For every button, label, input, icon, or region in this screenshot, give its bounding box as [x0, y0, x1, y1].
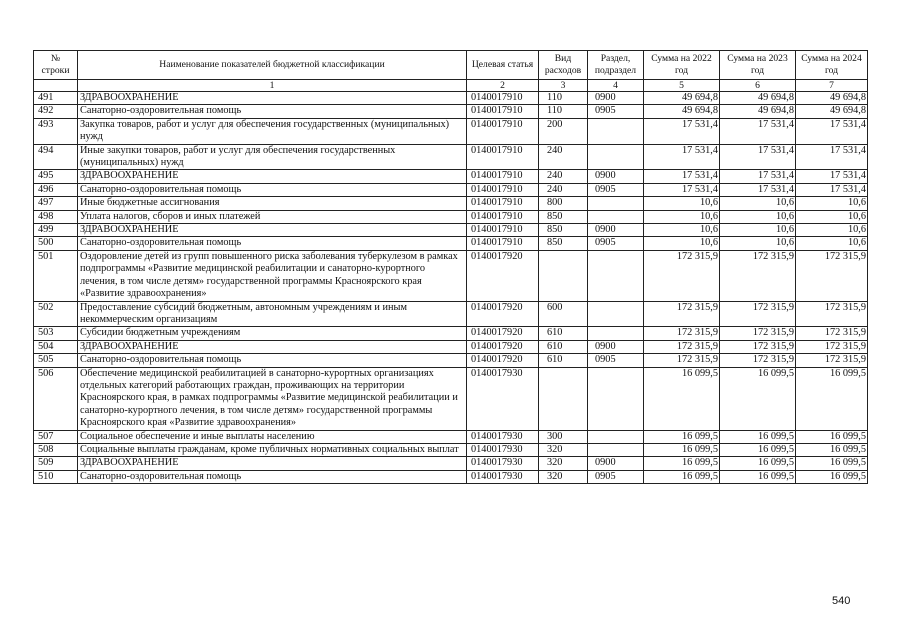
- sum-2024-cell: 16 099,5: [796, 367, 868, 430]
- table-row: [34, 443, 868, 456]
- indicator-name-cell: ЗДРАВООХРАНЕНИЕ: [78, 92, 467, 105]
- row-number-cell: 500: [34, 237, 78, 250]
- table-row: [34, 457, 868, 470]
- indicator-name-cell: ЗДРАВООХРАНЕНИЕ: [78, 340, 467, 353]
- sum-2024-cell: 49 694,8: [796, 92, 868, 105]
- sum-2022-cell: 49 694,8: [644, 92, 720, 105]
- header-target-article: Целевая статья: [467, 51, 539, 80]
- row-number-cell: 505: [34, 354, 78, 367]
- section-cell: [588, 144, 644, 170]
- row-number-cell: 497: [34, 197, 78, 210]
- sum-2022-cell: 17 531,4: [644, 118, 720, 144]
- column-number-empty: [34, 80, 78, 92]
- target-article-cell: 0140017910: [467, 210, 539, 223]
- table-row: [34, 197, 868, 210]
- header-expense-type: Вид расходов: [539, 51, 588, 80]
- expense-type-cell: 110: [539, 92, 588, 105]
- sum-2023-cell: 172 315,9: [720, 301, 796, 327]
- sum-2023-cell: 16 099,5: [720, 443, 796, 456]
- header-sum-2022: Сумма на 2022 год: [644, 51, 720, 80]
- expense-type-cell: 610: [539, 327, 588, 340]
- table-row: [34, 183, 868, 196]
- header-section: Раздел, подраздел: [588, 51, 644, 80]
- table-row: [34, 340, 868, 353]
- target-article-cell: 0140017920: [467, 340, 539, 353]
- table-row: [34, 327, 868, 340]
- sum-2023-cell: 17 531,4: [720, 183, 796, 196]
- section-cell: [588, 118, 644, 144]
- indicator-name-cell: ЗДРАВООХРАНЕНИЕ: [78, 224, 467, 237]
- section-cell: 0900: [588, 92, 644, 105]
- target-article-cell: 0140017910: [467, 197, 539, 210]
- section-cell: 0905: [588, 354, 644, 367]
- row-number-cell: 501: [34, 250, 78, 301]
- section-cell: 0905: [588, 183, 644, 196]
- indicator-name-cell: Предоставление субсидий бюджетным, автономным учреждениям и иным некоммерческим организациям: [78, 301, 467, 327]
- sum-2022-cell: 10,6: [644, 197, 720, 210]
- table-row: [34, 210, 868, 223]
- indicator-name-cell: Санаторно-оздоровительная помощь: [78, 105, 467, 118]
- target-article-cell: 0140017910: [467, 118, 539, 144]
- expense-type-cell: 240: [539, 144, 588, 170]
- sum-2023-cell: 172 315,9: [720, 250, 796, 301]
- header-row-number: № строки: [34, 51, 78, 80]
- target-article-cell: 0140017920: [467, 250, 539, 301]
- sum-2023-cell: 16 099,5: [720, 430, 796, 443]
- sum-2024-cell: 10,6: [796, 197, 868, 210]
- sum-2024-cell: 17 531,4: [796, 170, 868, 183]
- sum-2022-cell: 10,6: [644, 210, 720, 223]
- table-row: [34, 118, 868, 144]
- sum-2024-cell: 172 315,9: [796, 354, 868, 367]
- table-row: [34, 301, 868, 327]
- table-body: [34, 92, 868, 484]
- column-number: 6: [720, 80, 796, 92]
- sum-2024-cell: 172 315,9: [796, 327, 868, 340]
- table-row: [34, 470, 868, 483]
- row-number-cell: 503: [34, 327, 78, 340]
- target-article-cell: 0140017920: [467, 301, 539, 327]
- table-row: [34, 354, 868, 367]
- table-row: [34, 224, 868, 237]
- section-cell: 0900: [588, 170, 644, 183]
- table-row: [34, 430, 868, 443]
- sum-2023-cell: 16 099,5: [720, 367, 796, 430]
- target-article-cell: 0140017910: [467, 144, 539, 170]
- expense-type-cell: 850: [539, 224, 588, 237]
- row-number-cell: 509: [34, 457, 78, 470]
- row-number-cell: 495: [34, 170, 78, 183]
- row-number-cell: 502: [34, 301, 78, 327]
- section-cell: 0900: [588, 340, 644, 353]
- header-sum-2024: Сумма на 2024 год: [796, 51, 868, 80]
- sum-2024-cell: 172 315,9: [796, 301, 868, 327]
- sum-2023-cell: 10,6: [720, 237, 796, 250]
- sum-2024-cell: 172 315,9: [796, 250, 868, 301]
- sum-2022-cell: 10,6: [644, 224, 720, 237]
- sum-2023-cell: 17 531,4: [720, 170, 796, 183]
- table-row: [34, 144, 868, 170]
- sum-2022-cell: 172 315,9: [644, 354, 720, 367]
- indicator-name-cell: Иные бюджетные ассигнования: [78, 197, 467, 210]
- row-number-cell: 496: [34, 183, 78, 196]
- sum-2022-cell: 17 531,4: [644, 144, 720, 170]
- column-number: 4: [588, 80, 644, 92]
- indicator-name-cell: ЗДРАВООХРАНЕНИЕ: [78, 170, 467, 183]
- expense-type-cell: 110: [539, 105, 588, 118]
- section-cell: [588, 250, 644, 301]
- budget-table-sheet: [33, 50, 867, 484]
- sum-2024-cell: 17 531,4: [796, 183, 868, 196]
- row-number-cell: 494: [34, 144, 78, 170]
- sum-2024-cell: 17 531,4: [796, 118, 868, 144]
- indicator-name-cell: Закупка товаров, работ и услуг для обеспечения государственных (муниципальных) нужд: [78, 118, 467, 144]
- sum-2022-cell: 16 099,5: [644, 443, 720, 456]
- budget-table: [33, 50, 868, 484]
- section-cell: [588, 327, 644, 340]
- column-number: 7: [796, 80, 868, 92]
- column-number: 3: [539, 80, 588, 92]
- column-numbers-row: [34, 80, 868, 92]
- target-article-cell: 0140017910: [467, 237, 539, 250]
- sum-2023-cell: 17 531,4: [720, 144, 796, 170]
- expense-type-cell: 850: [539, 237, 588, 250]
- indicator-name-cell: Оздоровление детей из групп повышенного риска заболевания туберкулезом в рамках подпрограммы «Развитие медицинской реабилитации и санаторно-курортного лечения, в том числе детям» государственной программы Красноярского края «Развитие здравоохранения»: [78, 250, 467, 301]
- sum-2023-cell: 16 099,5: [720, 457, 796, 470]
- indicator-name-cell: ЗДРАВООХРАНЕНИЕ: [78, 457, 467, 470]
- expense-type-cell: 800: [539, 197, 588, 210]
- section-cell: 0905: [588, 470, 644, 483]
- sum-2022-cell: 17 531,4: [644, 170, 720, 183]
- target-article-cell: 0140017930: [467, 470, 539, 483]
- expense-type-cell: 240: [539, 183, 588, 196]
- indicator-name-cell: Санаторно-оздоровительная помощь: [78, 237, 467, 250]
- table-row: [34, 170, 868, 183]
- sum-2024-cell: 172 315,9: [796, 340, 868, 353]
- sum-2023-cell: 172 315,9: [720, 327, 796, 340]
- section-cell: [588, 430, 644, 443]
- sum-2022-cell: 10,6: [644, 237, 720, 250]
- expense-type-cell: [539, 367, 588, 430]
- sum-2023-cell: 10,6: [720, 197, 796, 210]
- indicator-name-cell: Уплата налогов, сборов и иных платежей: [78, 210, 467, 223]
- expense-type-cell: 320: [539, 443, 588, 456]
- expense-type-cell: [539, 250, 588, 301]
- page-number: 540: [832, 595, 851, 607]
- section-cell: [588, 301, 644, 327]
- sum-2023-cell: 172 315,9: [720, 354, 796, 367]
- sum-2022-cell: 16 099,5: [644, 457, 720, 470]
- sum-2023-cell: 49 694,8: [720, 105, 796, 118]
- expense-type-cell: 610: [539, 354, 588, 367]
- column-number: 1: [78, 80, 467, 92]
- indicator-name-cell: Обеспечение медицинской реабилитацией в санаторно-курортных организациях отдельных категорий работающих граждан, проживающих на территории Красноярского края, в рамках подпрограммы «Развитие медицинской реабилитации и санаторно-курортного лечения, в том числе детям» государственной программы Красноярского края «Развитие здравоохранения»: [78, 367, 467, 430]
- header-sum-2023: Сумма на 2023 год: [720, 51, 796, 80]
- sum-2024-cell: 10,6: [796, 237, 868, 250]
- expense-type-cell: 850: [539, 210, 588, 223]
- target-article-cell: 0140017930: [467, 457, 539, 470]
- sum-2022-cell: 172 315,9: [644, 250, 720, 301]
- target-article-cell: 0140017920: [467, 354, 539, 367]
- sum-2022-cell: 172 315,9: [644, 327, 720, 340]
- sum-2022-cell: 17 531,4: [644, 183, 720, 196]
- sum-2022-cell: 172 315,9: [644, 301, 720, 327]
- row-number-cell: 507: [34, 430, 78, 443]
- sum-2024-cell: 17 531,4: [796, 144, 868, 170]
- section-cell: 0900: [588, 224, 644, 237]
- target-article-cell: 0140017910: [467, 92, 539, 105]
- expense-type-cell: 240: [539, 170, 588, 183]
- table-row: [34, 367, 868, 430]
- column-number: 5: [644, 80, 720, 92]
- table-header: [34, 51, 868, 92]
- target-article-cell: 0140017930: [467, 430, 539, 443]
- row-number-cell: 492: [34, 105, 78, 118]
- sum-2022-cell: 16 099,5: [644, 367, 720, 430]
- sum-2024-cell: 16 099,5: [796, 457, 868, 470]
- table-row: [34, 250, 868, 301]
- section-cell: 0905: [588, 105, 644, 118]
- row-number-cell: 504: [34, 340, 78, 353]
- sum-2022-cell: 49 694,8: [644, 105, 720, 118]
- target-article-cell: 0140017910: [467, 224, 539, 237]
- table-row: [34, 92, 868, 105]
- indicator-name-cell: Санаторно-оздоровительная помощь: [78, 470, 467, 483]
- column-number: 2: [467, 80, 539, 92]
- indicator-name-cell: Санаторно-оздоровительная помощь: [78, 354, 467, 367]
- header-indicator-name: Наименование показателей бюджетной классификации: [78, 51, 467, 80]
- indicator-name-cell: Социальные выплаты гражданам, кроме публичных нормативных социальных выплат: [78, 443, 467, 456]
- row-number-cell: 506: [34, 367, 78, 430]
- expense-type-cell: 300: [539, 430, 588, 443]
- section-cell: 0900: [588, 457, 644, 470]
- sum-2024-cell: 16 099,5: [796, 430, 868, 443]
- sum-2023-cell: 10,6: [720, 224, 796, 237]
- sum-2023-cell: 172 315,9: [720, 340, 796, 353]
- row-number-cell: 491: [34, 92, 78, 105]
- expense-type-cell: 200: [539, 118, 588, 144]
- expense-type-cell: 600: [539, 301, 588, 327]
- section-cell: [588, 367, 644, 430]
- sum-2024-cell: 16 099,5: [796, 443, 868, 456]
- indicator-name-cell: Санаторно-оздоровительная помощь: [78, 183, 467, 196]
- expense-type-cell: 320: [539, 457, 588, 470]
- row-number-cell: 510: [34, 470, 78, 483]
- row-number-cell: 508: [34, 443, 78, 456]
- section-cell: [588, 197, 644, 210]
- row-number-cell: 498: [34, 210, 78, 223]
- indicator-name-cell: Социальное обеспечение и иные выплаты населению: [78, 430, 467, 443]
- expense-type-cell: 320: [539, 470, 588, 483]
- row-number-cell: 499: [34, 224, 78, 237]
- sum-2024-cell: 10,6: [796, 224, 868, 237]
- sum-2023-cell: 49 694,8: [720, 92, 796, 105]
- target-article-cell: 0140017930: [467, 367, 539, 430]
- sum-2023-cell: 16 099,5: [720, 470, 796, 483]
- section-cell: [588, 210, 644, 223]
- sum-2022-cell: 16 099,5: [644, 470, 720, 483]
- section-cell: [588, 443, 644, 456]
- sum-2022-cell: 16 099,5: [644, 430, 720, 443]
- target-article-cell: 0140017910: [467, 170, 539, 183]
- sum-2023-cell: 10,6: [720, 210, 796, 223]
- table-row: [34, 105, 868, 118]
- target-article-cell: 0140017910: [467, 105, 539, 118]
- indicator-name-cell: Субсидии бюджетным учреждениям: [78, 327, 467, 340]
- sum-2024-cell: 16 099,5: [796, 470, 868, 483]
- sum-2023-cell: 17 531,4: [720, 118, 796, 144]
- sum-2024-cell: 49 694,8: [796, 105, 868, 118]
- sum-2024-cell: 10,6: [796, 210, 868, 223]
- table-row: [34, 237, 868, 250]
- target-article-cell: 0140017910: [467, 183, 539, 196]
- expense-type-cell: 610: [539, 340, 588, 353]
- indicator-name-cell: Иные закупки товаров, работ и услуг для обеспечения государственных (муниципальных) нужд: [78, 144, 467, 170]
- row-number-cell: 493: [34, 118, 78, 144]
- target-article-cell: 0140017920: [467, 327, 539, 340]
- sum-2022-cell: 172 315,9: [644, 340, 720, 353]
- target-article-cell: 0140017930: [467, 443, 539, 456]
- section-cell: 0905: [588, 237, 644, 250]
